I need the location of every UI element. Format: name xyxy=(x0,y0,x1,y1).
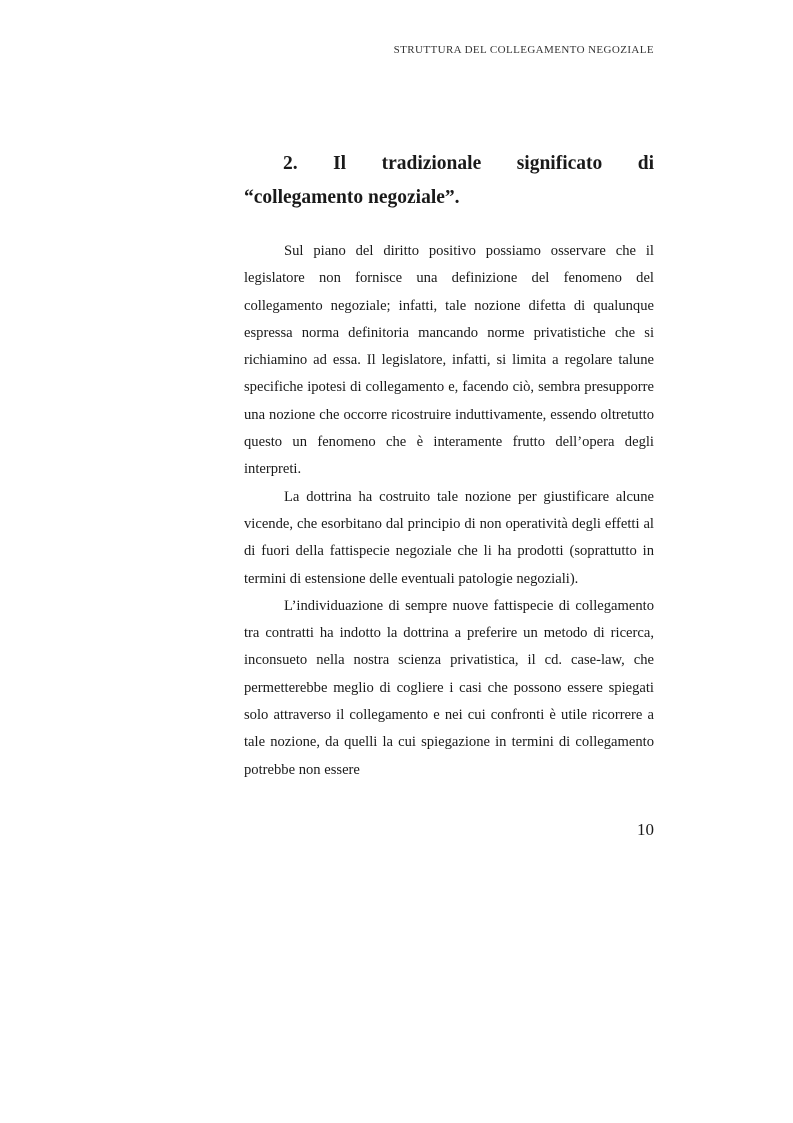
running-header: STRUTTURA DEL COLLEGAMENTO NEGOZIALE xyxy=(393,44,654,56)
body-text xyxy=(244,238,654,784)
section-title: 2. Il tradizionale significato di “collegamento negoziale”. xyxy=(244,153,654,208)
paragraph-3: L’individuazione di sempre nuove fattispecie di collegamento tra contratti ha indotto la dottrina a preferire un metodo di ricerca, inconsueto nella nostra scienza privatistica, il cd. case-law, che permetterebbe meglio di cogliere i casi che possono essere spiegati solo attraverso il collegamento e nei cui confronti è utile ricorrere a tale nozione, da quelli la cui spiegazione in termini di collegamento potrebbe non essere xyxy=(244,597,654,778)
page-number: 10 xyxy=(637,820,654,839)
paragraph-2: La dottrina ha costruito tale nozione per giustificare alcune vicende, che esorbitano dal principio di non operatività degli effetti al di fuori della fattispecie negoziale che li ha prodotti (soprattutto in termini di estensione delle eventuali patologie negoziali). xyxy=(244,488,654,587)
paragraph-1: Sul piano del diritto positivo possiamo osservare che il legislatore non fornisce una definizione del fenomeno del collegamento negoziale; infatti, tale nozione difetta di qualunque espressa norma definitoria mancando norme privatistiche che si richiamino ad essa. Il legislatore, infatti, si limita a regolare talune specifiche ipotesi di collegamento e, facendo ciò, sembra presupporre una nozione che occorre ricostruire induttivamente, essendo oltretutto questo un fenomeno che è interamente frutto dell’opera degli interpreti. xyxy=(244,243,654,478)
